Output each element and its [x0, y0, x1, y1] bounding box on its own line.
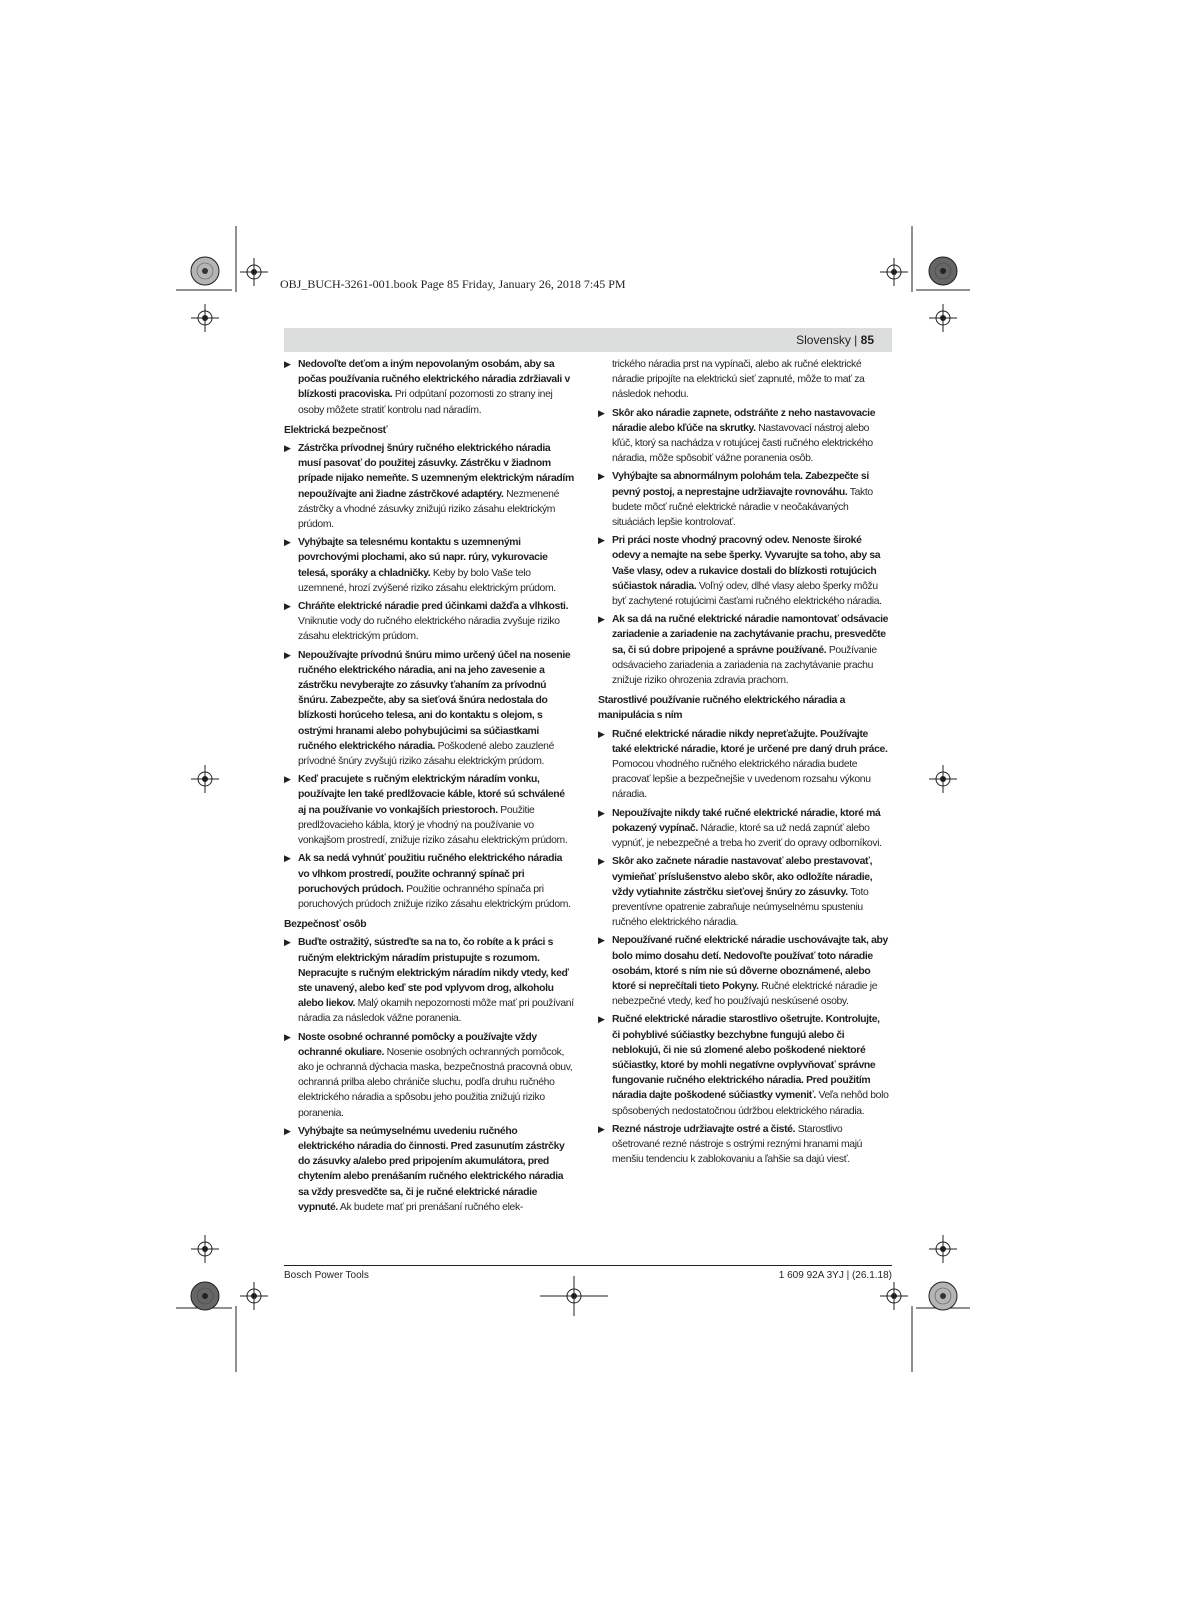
right-column — [598, 357, 889, 1170]
section-heading-electrical: Elektrická bezpečnosť — [284, 424, 388, 436]
item-bold-text: Skôr ako náradie zapnete, odstráňte z neho nastavovacie náradie alebo kľúče na skrutky. — [612, 407, 876, 434]
header-language: Slovensky — [796, 333, 851, 347]
book-file-info: OBJ_BUCH-3261-001.book Page 85 Friday, January 26, 2018 7:45 PM — [280, 277, 626, 291]
bullet-arrow-icon: ▶ — [598, 807, 605, 818]
safety-item — [284, 1030, 575, 1121]
header-separator: | — [850, 333, 861, 347]
safety-item — [598, 806, 889, 852]
safety-item — [598, 612, 889, 688]
item-normal-text: Toto preventívne opatrenie zabraňuje neúmyselnému spusteniu ručného elektrického náradia. — [612, 886, 869, 929]
safety-item — [284, 648, 575, 770]
bullet-arrow-icon: ▶ — [284, 1125, 291, 1136]
safety-item — [598, 933, 889, 1009]
safety-item — [598, 406, 889, 467]
star-target-top-left — [191, 257, 219, 285]
item-bold-text: Zástrčka prívodnej šnúry ručného elektrického náradia musí pasovať do použitej zásuvky. Zástrčku v žiadnom prípade nijako nemeňte. S uzemneným elektrickým náradím nepoužívajte ani žiadne zástrčkové adaptéry. — [298, 443, 574, 500]
bullet-arrow-icon: ▶ — [598, 1014, 605, 1025]
item-normal-text: Ak budete mať pri prenášaní ručného elek- — [337, 1201, 523, 1213]
bullet-arrow-icon: ▶ — [284, 1031, 291, 1042]
item-bold-text: Buďte ostražitý, sústreďte sa na to, čo robíte a k práci s ručným elektrickým náradím pristupujte s rozumom. Nepracujte s ručným elektrickým náradím nikdy vtedy, keď ste unavený, alebo keď ste pod vplyvom drog, alkoholu alebo liekov. — [298, 937, 569, 1010]
bullet-arrow-icon: ▶ — [598, 614, 605, 625]
safety-item — [284, 772, 575, 848]
bullet-arrow-icon: ▶ — [598, 1123, 605, 1134]
star-target-bottom-left — [191, 1282, 219, 1310]
footer-rule — [284, 1265, 892, 1266]
bullet-arrow-icon: ▶ — [598, 728, 605, 739]
item-normal-text: Vniknutie vody do ručného elektrického náradia zvyšuje riziko zásahu elektrickým prúdom. — [298, 616, 560, 643]
star-target-top-right — [929, 257, 957, 285]
bullet-arrow-icon: ▶ — [284, 649, 291, 660]
bullet-arrow-icon: ▶ — [284, 937, 291, 948]
bullet-arrow-icon: ▶ — [598, 856, 605, 867]
item-bold-text: Skôr ako začnete náradie nastavovať alebo prestavovať, vymieňať príslušenstvo alebo skôr, ako odložíte náradie, vždy vytiahnite zástrčku sieťovej šnúry zo zásuvky. — [612, 856, 873, 898]
item-bold-text: Vyhýbajte sa neúmyselnému uvedeniu ručného elektrického náradia do činnosti. Pred zasunutím zástrčky do zásuvky a/alebo pred pripojením akumulátora, pred chytením alebo prenášaním ručného elektrického náradia sa vždy presvedčte sa, či je ručné elektrické náradie vypnuté. — [298, 1125, 565, 1213]
item-normal-text: Použitie ochranného spínača pri poruchových prúdoch znižuje riziko zásahu elektrickým prúdom. — [298, 883, 571, 910]
safety-item — [598, 727, 889, 803]
bullet-arrow-icon: ▶ — [284, 359, 291, 369]
safety-item — [598, 533, 889, 609]
item-normal-text: Nosenie osobných ochranných pomôcok, ako je ochranná dýchacia maska, bezpečnostná pracovná obuv, ochranná prilba alebo chrániče sluchu, podľa druhu ručného elektrického náradia a spôsobu jeho použitia znižujú riziko poranenia. — [298, 1046, 573, 1119]
section-heading-tool-use: Starostlivé používanie ručného elektrického náradia a manipulácia s ním — [598, 695, 846, 722]
bullet-arrow-icon: ▶ — [284, 774, 291, 785]
item-normal-text: Použitie predlžovacieho kábla, ktorý je vhodný na používanie vo vonkajšom prostredí, znižuje riziko zásahu elektrickým prúdom. — [298, 804, 568, 847]
item-normal-text: Poškodené alebo zauzlené prívodné šnúry zvyšujú riziko zásahu elektrickým prúdom. — [298, 740, 555, 768]
item-normal-text: Starostlivo ošetrované rezné nástroje s ostrými reznými hranami majú menšiu tendenciu k zablokovaniu a ľahšie sa dajú viesť. — [612, 1123, 863, 1166]
footer-brand: Bosch Power Tools — [284, 1270, 369, 1281]
item-normal-text: Takto budete môcť ručné elektrické náradie v neočakávaných situáciách lepšie kontrolovať. — [612, 486, 873, 529]
safety-item — [598, 1122, 889, 1168]
bullet-arrow-icon: ▶ — [598, 471, 605, 482]
bullet-arrow-icon: ▶ — [598, 935, 605, 946]
safety-item — [284, 851, 575, 912]
continued-paragraph: trického náradia prst na vypínači, alebo ak ručné elektrické náradie pripojíte na elektrickú sieť zapnuté, môže to mať za následok nehodu. — [612, 359, 865, 401]
safety-item — [284, 1124, 575, 1215]
safety-item — [598, 1012, 889, 1118]
item-bold-text: Nedovoľte deťom a iným nepovolaným osobám, aby sa počas používania ručného elektrického náradia zdržiavali v blízkosti pracoviska. — [298, 359, 570, 401]
item-bold-text: Nepoužívané ručné elektrické náradie uschovávajte tak, aby bolo mimo dosahu detí. Nedovoľte používať toto náradie osobám, ktoré s ním nie sú dôverne oboznámené, alebo ktoré si neprečítali tieto Pokyny. — [612, 935, 888, 992]
bullet-arrow-icon: ▶ — [284, 443, 291, 454]
item-bold-text: Ručné elektrické náradie starostlivo ošetrujte. Kontrolujte, či pohyblivé súčiastky bezchybne fungujú alebo či neblokujú, či nie sú zlomené alebo poškodené niektoré súčiastky, ktoré by mohli negatívne ovplyvňovať správne fungovanie ručného elektrického náradia. Pred použitím náradia dajte poškodené súčiastky vymeniť. — [612, 1014, 880, 1102]
safety-item — [284, 357, 575, 418]
item-bold-text: Keď pracujete s ručným elektrickým náradím vonku, používajte len také predlžovacie káble, ktoré sú schválené aj na používanie vo vonkajších priestoroch. — [298, 774, 565, 816]
bullet-arrow-icon: ▶ — [284, 601, 291, 612]
safety-item — [284, 535, 575, 596]
item-normal-text: Keby by bolo Vaše telo uzemnené, hrozí zvýšené riziko zásahu elektrickým prúdom. — [298, 567, 556, 594]
item-bold-text: Ručné elektrické náradie nikdy nepreťažujte. Používajte také elektrické náradie, ktoré je určené pre daný druh práce. — [612, 728, 888, 755]
bullet-arrow-icon: ▶ — [284, 537, 291, 548]
page-header — [284, 328, 892, 352]
item-bold-text: Pri práci noste vhodný pracovný odev. Nenoste široké odevy a nemajte na sebe šperky. Vyvarujte sa toho, aby sa Vaše vlasy, odev a rukavice dostali do blízkosti rotujúcich súčiastok náradia. — [612, 535, 881, 592]
bullet-arrow-icon: ▶ — [598, 535, 605, 546]
item-normal-text: Náradie, ktoré sa už nedá zapnúť alebo vypnúť, je nebezpečné a treba ho zveriť do opravy odborníkovi. — [612, 822, 882, 850]
safety-item — [284, 935, 575, 1026]
item-bold-text: Chráňte elektrické náradie pred účinkami dažďa a vlhkosti. — [298, 601, 569, 613]
left-column — [284, 357, 575, 1218]
footer-document-number: 1 609 92A 3YJ | (26.1.18) — [778, 1270, 892, 1281]
section-heading-personal: Bezpečnosť osôb — [284, 919, 367, 931]
item-bold-text: Ak sa dá na ručné elektrické náradie namontovať odsávacie zariadenie a zariadenie na zachytávanie prachu, presvedčte sa, či sú dobre pripojené a správne používané. — [612, 614, 889, 656]
item-normal-text: Používanie odsávacieho zariadenia a zariadenia na zachytávanie prachu znižuje riziko ohrozenia zdravia prachom. — [612, 644, 877, 687]
item-normal-text: Veľa nehôd bolo spôsobených nedostatočnou údržbou elektrického náradia. — [612, 1090, 889, 1117]
item-normal-text: Malý okamih nepozornosti môže mať pri používaní náradia za následok vážne poranenia. — [298, 998, 574, 1025]
item-normal-text: Nastavovací nástroj alebo kľúč, ktorý sa nachádza v rotujúcej časti ručného elektrického náradia, môže spôsobiť vážne poranenia osôb. — [612, 422, 873, 465]
item-bold-text: Vyhýbajte sa abnormálnym polohám tela. Zabezpečte si pevný postoj, a neprestajne udržiavajte rovnováhu. — [612, 471, 869, 498]
item-bold-text: Ak sa nedá vyhnúť použitiu ručného elektrického náradia vo vlhkom prostredí, použite ochranný spínač pri poruchových prúdoch. — [298, 853, 563, 895]
bullet-arrow-icon: ▶ — [598, 407, 605, 418]
item-normal-text: Nezmenené zástrčky a vhodné zásuvky znižujú riziko zásahu elektrickým prúdom. — [298, 488, 559, 531]
item-normal-text: Ručné elektrické náradie je nebezpečné vtedy, keď ho používajú neskúsené osoby. — [612, 980, 878, 1008]
star-target-bottom-right — [929, 1282, 957, 1310]
item-bold-text: Vyhýbajte sa telesnému kontaktu s uzemnenými povrchovými plochami, ako sú napr. rúry, vykurovacie telesá, sporáky a chladničky. — [298, 537, 548, 579]
safety-item — [598, 854, 889, 930]
bullet-arrow-icon: ▶ — [284, 853, 291, 864]
page-number: 85 — [860, 333, 874, 347]
item-bold-text: Nepoužívajte nikdy také ručné elektrické náradie, ktoré má pokazený vypínač. — [612, 807, 881, 834]
item-normal-text: Voľný odev, dlhé vlasy alebo šperky môžu byť zachytené rotujúcimi časťami ručného elektrického náradia. — [612, 580, 882, 608]
item-normal-text: Pri odpútaní pozornosti zo strany inej osoby môžete stratiť kontrolu nad náradím. — [298, 389, 553, 416]
item-bold-text: Noste osobné ochranné pomôcky a používajte vždy ochranné okuliare. — [298, 1031, 537, 1058]
safety-item — [284, 441, 575, 532]
header-text — [796, 332, 874, 348]
safety-item — [284, 599, 575, 645]
item-bold-text: Rezné nástroje udržiavajte ostré a čisté. — [612, 1123, 796, 1135]
safety-item — [598, 469, 889, 530]
item-normal-text: Pomocou vhodného ručného elektrického náradia budete pracovať lepšie a bezpečnejšie v uvedenom rozsahu výkonu náradia. — [612, 759, 871, 801]
item-bold-text: Nepoužívajte prívodnú šnúru mimo určený účel na nosenie ručného elektrického náradia, ani na jeho zavesenie a zástrčku nevyberajte zo zásuvky ťahaním za prívodnú šnúru. Zabezpečte, aby sa sieťová šnúra nedostala do blízkosti horúceho telesa, ani do kontaktu s olejom, s ostrými hranami alebo pohybujúcimi sa súčiastkami ručného elektrického náradia. — [298, 649, 571, 752]
